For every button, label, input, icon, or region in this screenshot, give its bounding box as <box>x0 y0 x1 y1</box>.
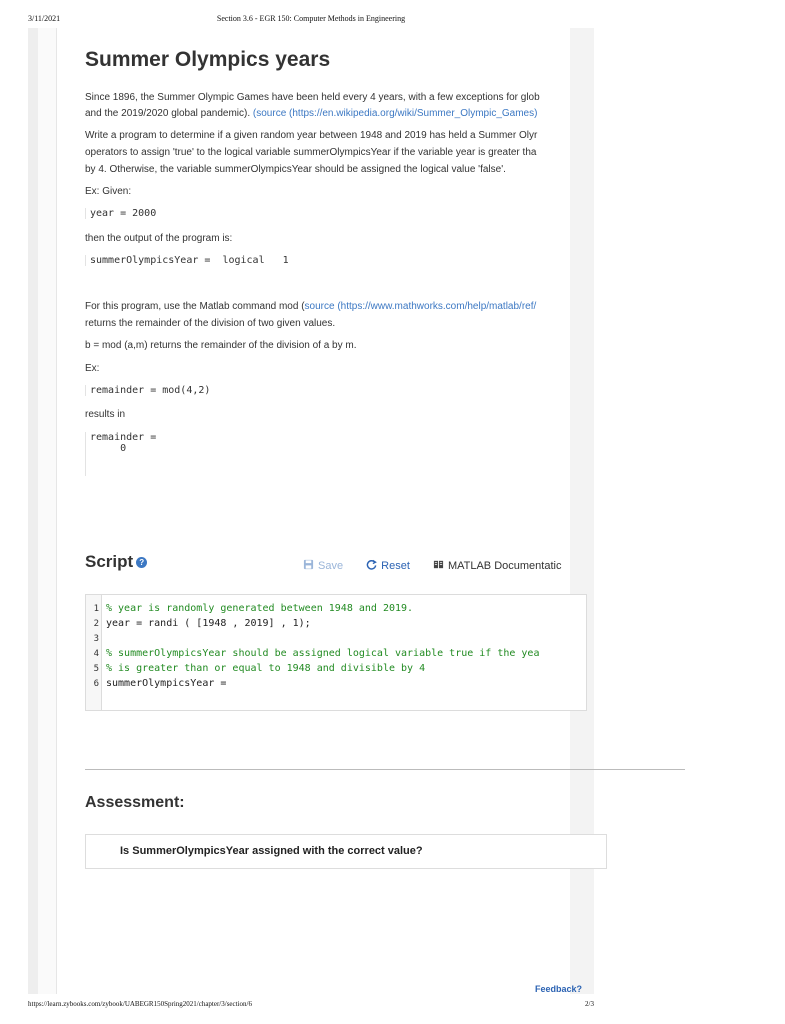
code-line[interactable] <box>86 646 606 661</box>
mod-result-variable: remainder = <box>90 432 157 443</box>
line-number: 4 <box>93 649 99 659</box>
line-number: 2 <box>93 619 99 629</box>
save-icon <box>303 559 314 570</box>
page-left-margin <box>28 28 38 994</box>
code-text: % year is randomly generated between 1948 and 2019. <box>106 603 414 614</box>
line-number: 1 <box>93 604 99 614</box>
intro-line-2 <box>85 105 537 122</box>
mod-line-3: b = mod (a,m) returns the remainder of the division of a by m. <box>85 340 357 351</box>
section-divider <box>85 769 685 770</box>
content-viewport <box>57 28 583 994</box>
code-line[interactable] <box>86 676 606 691</box>
assessment-item[interactable] <box>85 834 607 869</box>
example-given-code: year = 2000 <box>85 208 156 219</box>
code-text: year = randi ( [1948 , 2019] , 1); <box>106 618 311 629</box>
page-title: Summer Olympics years <box>85 48 331 71</box>
line-number: 6 <box>93 679 99 689</box>
mod-result-value <box>90 443 126 454</box>
feedback-link[interactable]: Feedback? <box>535 984 583 994</box>
example-then-label: then the output of the program is: <box>85 233 233 244</box>
assessment-title: Assessment: <box>85 794 185 811</box>
mathworks-source-link[interactable]: source (https://www.mathworks.com/help/matlab/ref/ <box>304 301 537 312</box>
print-date: 3/11/2021 <box>28 14 61 23</box>
script-title: Script <box>85 552 134 571</box>
script-toolbar <box>303 559 581 572</box>
matlab-documentation-button[interactable] <box>433 559 562 572</box>
mod-result-number: 0 <box>120 443 127 454</box>
task-line-2: operators to assign 'true' to the logical variable summerOlympicsYear if the variable year is greater tha <box>85 147 537 158</box>
code-editor[interactable] <box>85 594 587 711</box>
task-line-3: by 4. Otherwise, the variable summerOlympicsYear should be assigned the logical value 'false'. <box>85 164 506 175</box>
matlab-documentation-label: MATLAB Documentatic <box>447 560 562 572</box>
code-text: % is greater than or equal to 1948 and divisible by 4 <box>106 663 426 674</box>
reset-button[interactable] <box>366 559 410 572</box>
mod-line-2: returns the remainder of the division of two given values. <box>85 318 336 329</box>
mod-line-1 <box>85 298 536 315</box>
page-left-gutter <box>38 28 57 994</box>
save-label: Save <box>318 560 344 572</box>
mod-example-code: remainder = mod(4,2) <box>85 385 210 396</box>
code-line[interactable] <box>86 601 606 616</box>
intro-line-2-text: and the 2019/2020 global pandemic). <box>85 108 253 119</box>
mod-result-code <box>85 432 156 476</box>
example-output-code: summerOlympicsYear = logical 1 <box>85 255 289 266</box>
book-icon <box>433 559 444 570</box>
print-section-title: Section 3.6 - EGR 150: Computer Methods in Engineering <box>216 14 406 23</box>
mod-line-1-text: For this program, use the Matlab command mod ( <box>85 301 305 312</box>
code-text: % summerOlympicsYear should be assigned logical variable true if the yea <box>106 648 540 659</box>
mod-results-label: results in <box>85 409 126 420</box>
code-line[interactable] <box>86 631 606 646</box>
code-line[interactable] <box>86 661 606 676</box>
task-line-1: Write a program to determine if a given random year between 1948 and 2019 has held a Summer Olyr <box>85 130 538 141</box>
reset-label: Reset <box>381 560 410 572</box>
example-given-label: Ex: Given: <box>85 186 132 197</box>
save-button[interactable] <box>303 559 343 572</box>
mod-example-label: Ex: <box>85 363 100 374</box>
code-line[interactable] <box>86 616 606 631</box>
line-number: 5 <box>93 664 99 674</box>
script-heading <box>85 552 147 572</box>
print-page-number: 2/3 <box>585 1000 594 1008</box>
print-url: https://learn.zybooks.com/zybook/UABEGR150Spring2021/chapter/3/section/6 <box>28 1000 252 1008</box>
reset-icon <box>366 559 377 570</box>
assessment-question: Is SummerOlympicsYear assigned with the correct value? <box>120 845 423 857</box>
intro-line-1: Since 1896, the Summer Olympic Games have been held every 4 years, with a few exceptions for glob <box>85 92 540 103</box>
help-icon[interactable]: ? <box>136 557 147 568</box>
line-number: 3 <box>93 634 99 644</box>
wikipedia-source-link[interactable]: (source (https://en.wikipedia.org/wiki/Summer_Olympic_Games) <box>252 108 538 119</box>
code-text: summerOlympicsYear = <box>106 678 227 689</box>
